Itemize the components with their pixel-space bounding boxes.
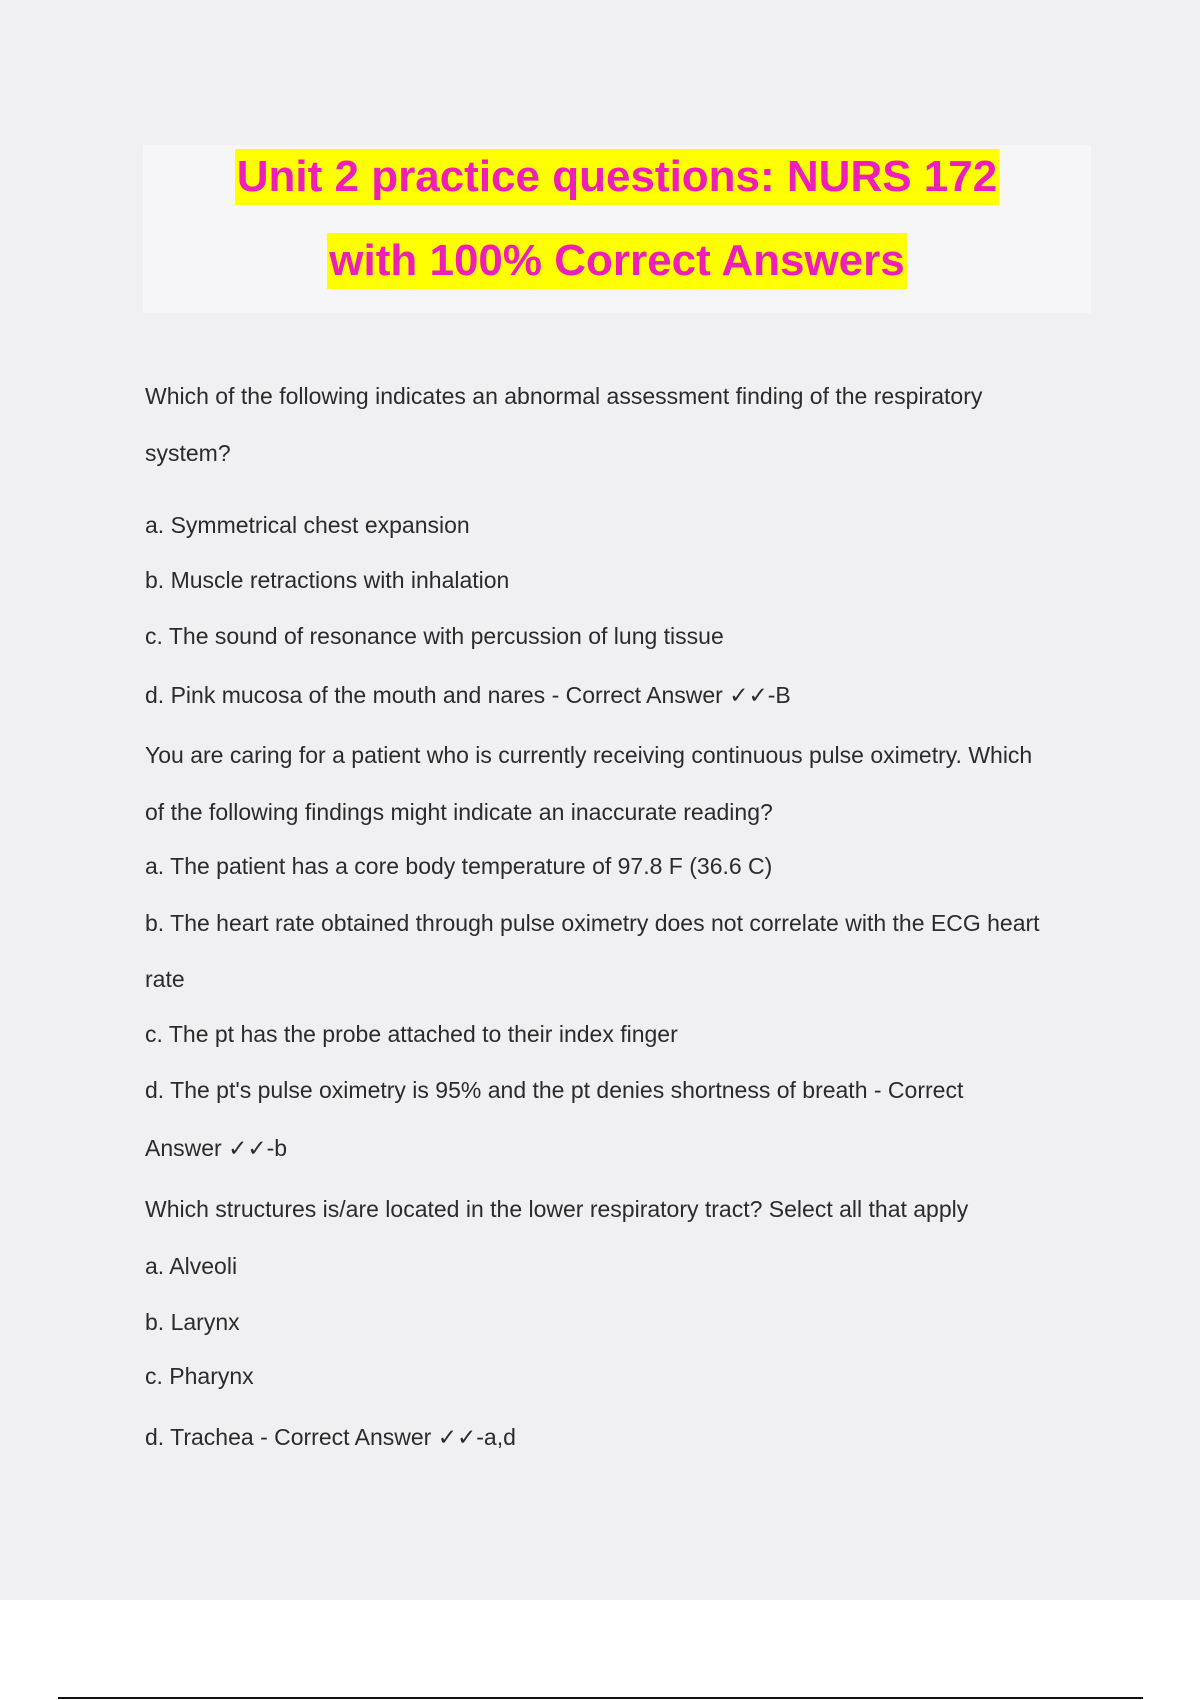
question-1-option-a: a. Symmetrical chest expansion [145,512,470,538]
question-1-stem-line-2: system? [145,440,231,466]
question-2-option-c: c. The pt has the probe attached to their index finger [145,1021,678,1047]
question-1-option-c: c. The sound of resonance with percussion of lung tissue [145,623,724,649]
question-3-option-a: a. Alveoli [145,1253,238,1279]
footer-divider [58,1697,1143,1699]
question-1-option-d-answer: d. Pink mucosa of the mouth and nares - Correct Answer ✓✓-B [145,682,791,708]
question-2-stem-line-2: of the following findings might indicate an inaccurate reading? [145,799,773,825]
question-2-stem-line-1: You are caring for a patient who is currently receiving continuous pulse oximetry. Which [145,742,1033,768]
question-1-option-b: b. Muscle retractions with inhalation [145,567,510,593]
question-2-option-b-line-1: b. The heart rate obtained through pulse oximetry does not correlate with the ECG heart [145,910,1040,936]
question-2-option-d-answer: Answer ✓✓-b [145,1135,288,1161]
document-title-line-1: Unit 2 practice questions: NURS 172 [235,149,999,205]
question-1-stem-line-1: Which of the following indicates an abnormal assessment finding of the respiratory [145,383,983,409]
question-3-stem: Which structures is/are located in the lower respiratory tract? Select all that apply [145,1196,969,1222]
title-block [143,145,1091,313]
question-2-option-d-line-1: d. The pt's pulse oximetry is 95% and the pt denies shortness of breath - Correct [145,1077,964,1103]
question-3-option-d-answer: d. Trachea - Correct Answer ✓✓-a,d [145,1424,516,1450]
question-3-option-c: c. Pharynx [145,1363,254,1389]
document-title-line-2: with 100% Correct Answers [327,233,906,289]
question-3-option-b: b. Larynx [145,1309,240,1335]
question-2-option-b-line-2: rate [145,966,185,992]
question-2-option-a: a. The patient has a core body temperature of 97.8 F (36.6 C) [145,853,773,879]
